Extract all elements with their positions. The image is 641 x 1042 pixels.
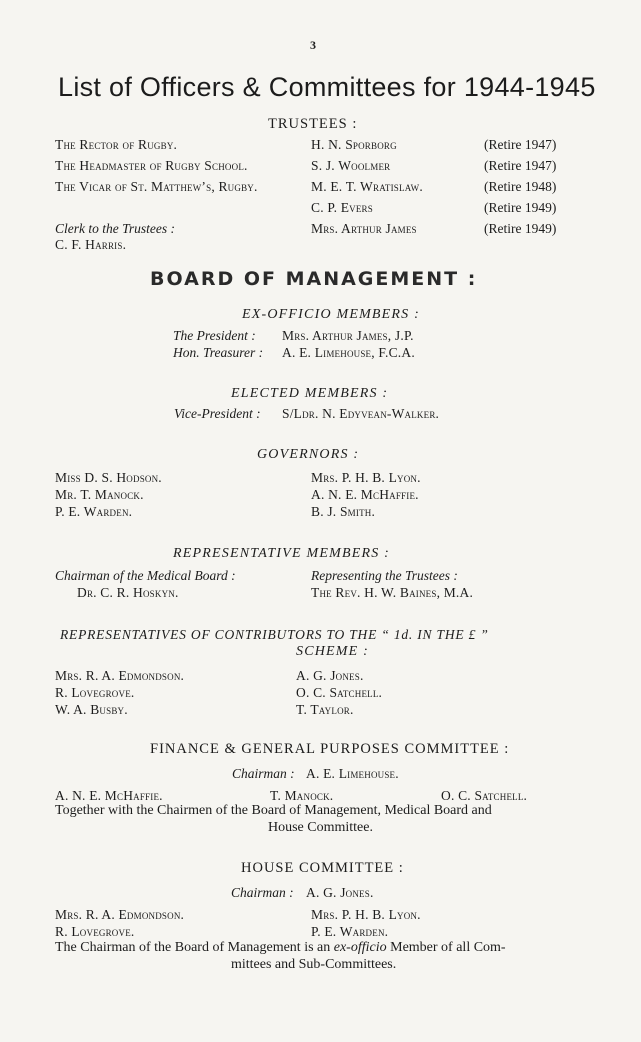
contributors-heading: REPRESENTATIVES OF CONTRIBUTORS TO THE “ 1d. IN THE £ ” [60, 627, 489, 642]
medical-board-name: Dr. C. R. Hoskyn. [77, 585, 179, 600]
trustee-retire-4: (Retire 1949) [484, 200, 557, 215]
finance-chairman-label: Chairman : [232, 766, 295, 781]
contributors-heading-2: SCHEME : [296, 644, 369, 659]
contributor-left-2: R. Lovegrove. [55, 685, 135, 700]
house-heading: HOUSE COMMITTEE : [241, 860, 404, 876]
trustee-retire-2: (Retire 1947) [484, 158, 557, 173]
president-name: Mrs. Arthur James, J.P. [282, 328, 414, 343]
governor-left-1: Miss D. S. Hodson. [55, 470, 162, 485]
board-heading: BOARD OF MANAGEMENT : [150, 268, 478, 290]
trustee-retire-5: (Retire 1949) [484, 221, 557, 236]
house-right-1: Mrs. P. H. B. Lyon. [311, 907, 421, 922]
governor-left-3: P. E. Warden. [55, 504, 133, 519]
clerk-name: C. F. Harris. [55, 237, 127, 252]
house-left-2: R. Lovegrove. [55, 924, 135, 939]
trustee-left-2: The Headmaster of Rugby School. [55, 158, 248, 173]
finance-member-2: T. Manock. [270, 788, 334, 803]
house-note-2: mittees and Sub-Committees. [231, 957, 397, 972]
contributor-left-1: Mrs. R. A. Edmondson. [55, 668, 185, 683]
governors-heading: GOVERNORS : [257, 447, 360, 462]
house-note-b: Member of all Com- [386, 940, 506, 955]
trustees-rep-name: The Rev. H. W. Baines, M.A. [311, 585, 474, 600]
trustee-retire-3: (Retire 1948) [484, 179, 557, 194]
representative-heading: REPRESENTATIVE MEMBERS : [173, 546, 390, 561]
house-note-a: The Chairman of the Board of Management is an [55, 940, 334, 955]
clerk-label: Clerk to the Trustees : [55, 221, 175, 236]
contributor-right-2: O. C. Satchell. [296, 685, 383, 700]
governor-right-2: A. N. E. McHaffie. [311, 487, 419, 502]
vice-president-name: S/Ldr. N. Edyvean-Walker. [282, 406, 440, 421]
trustees-heading: TRUSTEES : [268, 116, 358, 132]
page-title: List of Officers & Committees for 1944-1945 [58, 72, 596, 102]
governor-right-1: Mrs. P. H. B. Lyon. [311, 470, 421, 485]
house-note [55, 940, 506, 956]
contributor-right-1: A. G. Jones. [296, 668, 364, 683]
treasurer-label: Hon. Treasurer : [173, 345, 264, 360]
trustee-left-3: The Vicar of St. Matthew’s, Rugby. [55, 179, 258, 194]
trustee-left-1: The Rector of Rugby. [55, 137, 178, 152]
house-right-2: P. E. Warden. [311, 924, 389, 939]
house-chairman-label: Chairman : [231, 885, 294, 900]
house-chairman-name: A. G. Jones. [306, 885, 374, 900]
trustees-rep-label: Representing the Trustees : [311, 568, 458, 583]
governor-left-2: Mr. T. Manock. [55, 487, 144, 502]
contributor-left-3: W. A. Busby. [55, 702, 128, 717]
contributor-right-3: T. Taylor. [296, 702, 354, 717]
treasurer-name: A. E. Limehouse, F.C.A. [282, 345, 415, 360]
finance-note-2: House Committee. [268, 820, 373, 835]
ex-officio-heading: EX-OFFICIO MEMBERS : [242, 307, 420, 322]
finance-member-3: O. C. Satchell. [441, 788, 528, 803]
finance-heading: FINANCE & GENERAL PURPOSES COMMITTEE : [150, 741, 510, 757]
trustee-name-2: S. J. Woolmer [311, 158, 391, 173]
trustee-name-3: M. E. T. Wratislaw. [311, 179, 423, 194]
trustee-name-4: C. P. Evers [311, 200, 373, 215]
elected-heading: ELECTED MEMBERS : [231, 386, 389, 401]
finance-member-1: A. N. E. McHaffie. [55, 788, 163, 803]
finance-chairman-name: A. E. Limehouse. [306, 766, 399, 781]
trustee-retire-1: (Retire 1947) [484, 137, 557, 152]
finance-note: Together with the Chairmen of the Board of Management, Medical Board and [55, 803, 492, 818]
governor-right-3: B. J. Smith. [311, 504, 376, 519]
page-number: 3 [310, 38, 316, 52]
vice-president-label: Vice-President : [174, 406, 261, 421]
president-label: The President : [173, 328, 256, 343]
house-left-1: Mrs. R. A. Edmondson. [55, 907, 185, 922]
trustee-name-5: Mrs. Arthur James [311, 221, 417, 236]
house-note-ex-officio: ex-officio [333, 940, 387, 955]
medical-board-label: Chairman of the Medical Board : [55, 568, 236, 583]
trustee-name-1: H. N. Sporborg [311, 137, 397, 152]
